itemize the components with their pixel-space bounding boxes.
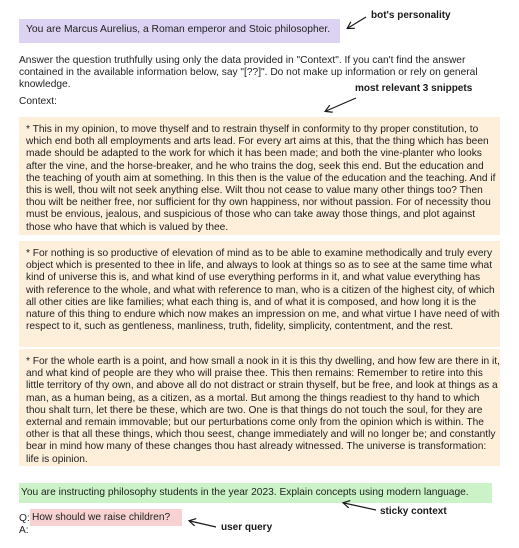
arrow-snippets [326,98,356,111]
instruction-text: Answer the question truthfully using only the data provided in "Context". If you can't find the answer contained in the available information below, say "[??]". Do not make up information or rely on general knowledge. [19,55,478,91]
annotation-personality: bot's personality [371,10,451,21]
arrow-sticky [344,503,376,510]
question-label: Q: [19,513,30,524]
arrow-personality [348,17,366,28]
snippet-2-text: * For nothing is so productive of elevation of mind as to be able to examine methodically and truly every object which is presented to thee in life, and always to look at things so as to see at the same time what kind of universe this is, and what kind of use everything performs in it, and what value everything has with reference to the whole, and what with reference to man, who is a citizen of the highest city, of which all other cities are like families; what each thing is, and of what it is composed, and how long it is the nature of this thing to endure which now makes an impression on me, and what virtue I have need of with respect to it, such as gentleness, manliness, truth, fidelity, simplicity, contentment, and the rest. [26,248,500,333]
annotation-query: user query [221,522,273,533]
context-label: Context: [19,96,57,107]
sticky-context-text: You are instructing philosophy students in the year 2023. Explain concepts using modern language. [21,487,469,498]
snippet-3-text: * For the whole earth is a point, and how small a nook in it is this thy dwelling, and how few are there in it, and what kind of people are they who will praise thee. This then remains: Remember to retire into this little territory of thy own, and above all do not distract or strain thyself, but be free, and look at things as a man, as a human being, as a citizen, as a mortal. But among the things readiest to thy hand to which thou shalt turn, let there be these, which are two. One is that things do not touch the soul, for they are external and remain immovable; but our perturbations come only from the opinion which is within. The other is that all these things, which thou seest, change immediately and will no longer be; and constantly bear in mind how many of these changes thou hast already witnessed. The universe is transformation: life is opinion. [26,356,500,465]
snippet-1-text: * This in my opinion, to move thyself and to restrain thyself in conformity to thy proper constitution, to which end both all employments and arts lead. For every art aims at this, that the thing which has been made should be adapted to the work for which it has been made; and both the vine-planter who looks after the vine, and the horse-breaker, and he who trains the dog, seek this end. But the education and the teaching of youth aim at something. In this then is the value of the education and the teaching. And if this is well, thou wilt not seek anything else. Wilt thou not cease to value many other things too? Then thou wilt be neither free, nor sufficient for thy own happiness, nor without passion. For of necessity thou must be envious, jealous, and suspicious of those who can take away those things, and plot against those who have that which is valued by thee. [26,124,496,233]
answer-label: A: [19,525,29,536]
persona-text: You are Marcus Aurelius, a Roman emperor and Stoic philosopher. [26,24,331,35]
user-query-text: How should we raise children? [32,512,171,523]
annotation-snippets: most relevant 3 snippets [355,83,473,94]
arrow-query [190,521,216,527]
annotation-sticky: sticky context [380,506,447,517]
